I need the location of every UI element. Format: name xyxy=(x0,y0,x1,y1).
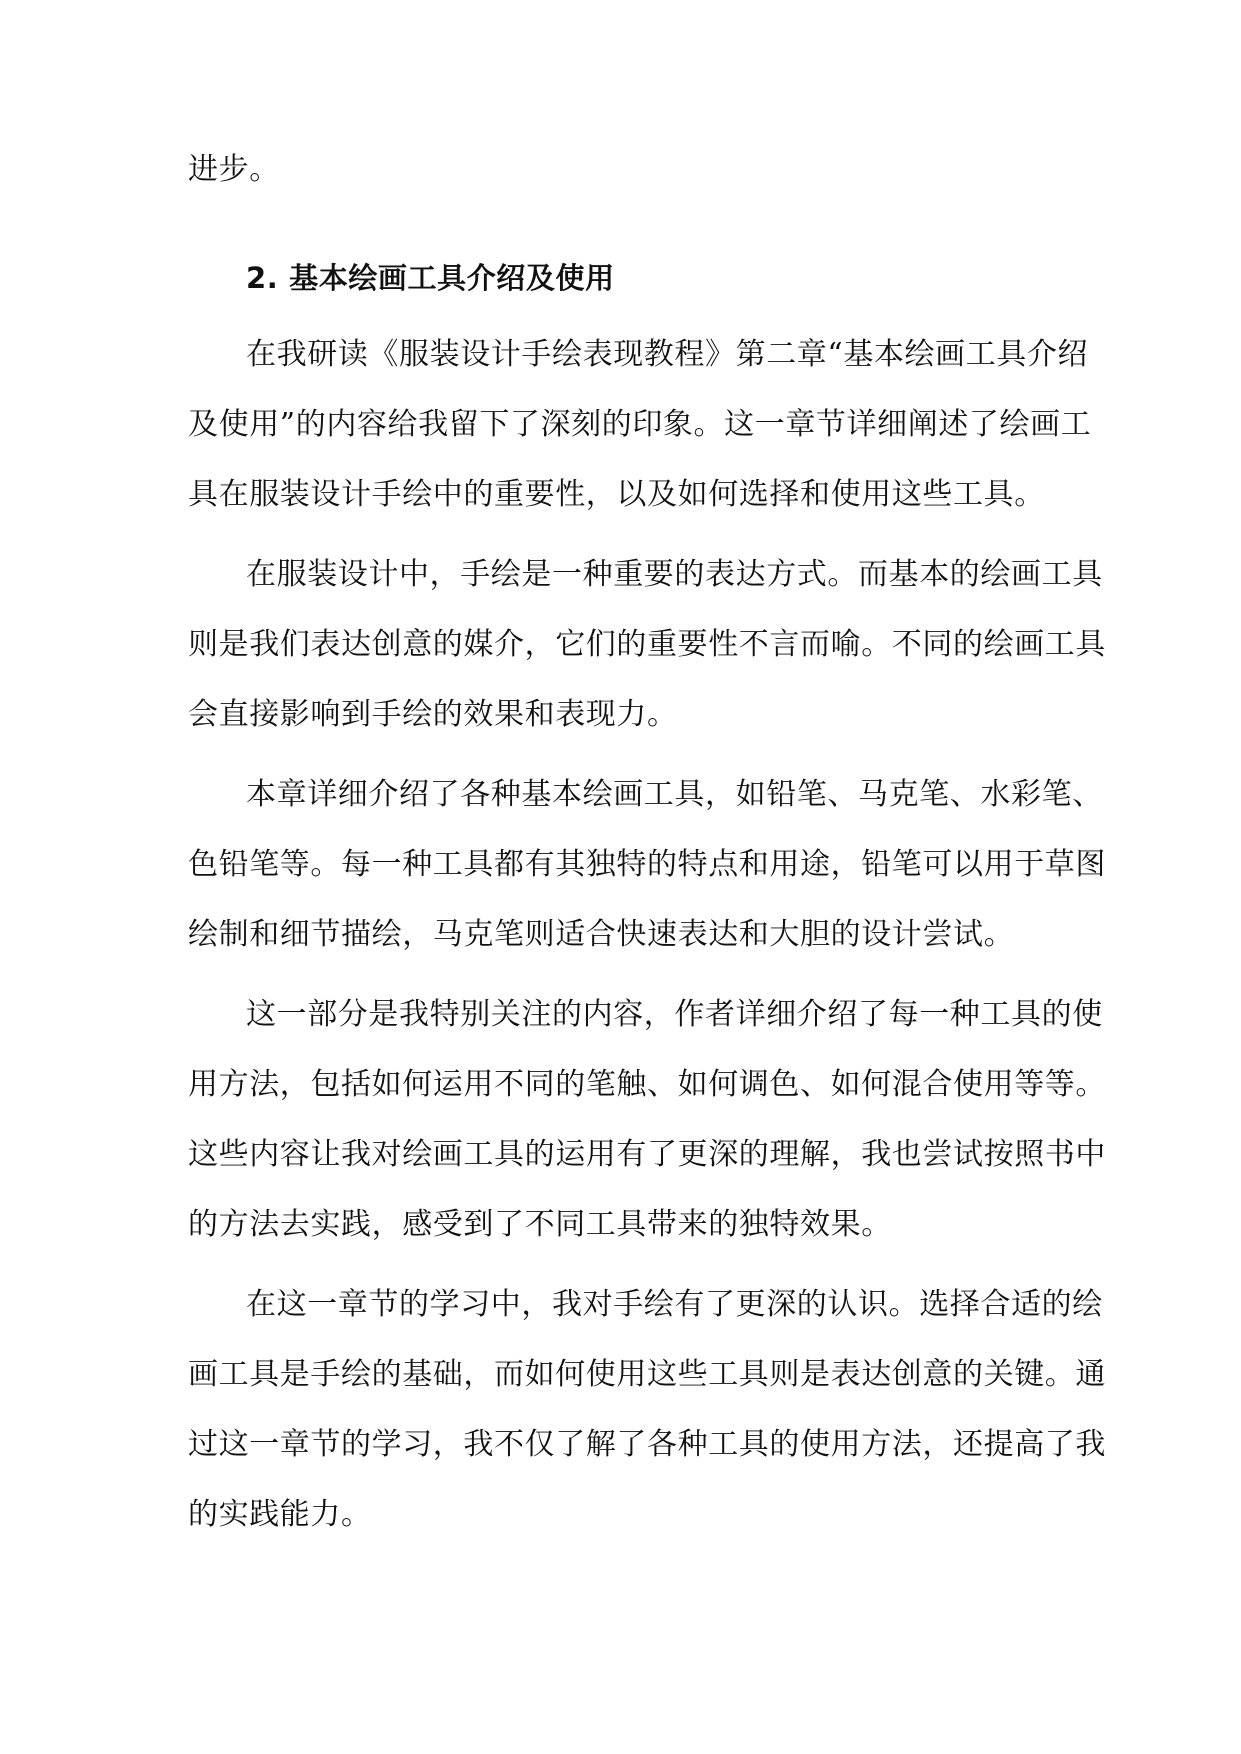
paragraph-line: 具在服装设计手绘中的重要性，以及如何选择和使用这些工具。 xyxy=(188,477,1045,512)
paragraph-line: 的方法去实践，感受到了不同工具带来的独特效果。 xyxy=(188,1207,892,1242)
paragraph-line: 这些内容让我对绘画工具的运用有了更深的理解，我也尝试按照书中 xyxy=(188,1137,1106,1172)
paragraph-line: 会直接影响到手绘的效果和表现力。 xyxy=(188,697,678,732)
paragraph-line: 这一部分是我特别关注的内容，作者详细介绍了每一种工具的使 xyxy=(246,997,1103,1032)
paragraph-line: 用方法，包括如何运用不同的笔触、如何调色、如何混合使用等等。 xyxy=(188,1067,1106,1102)
paragraph-line: 在这一章节的学习中，我对手绘有了更深的认识。选择合适的绘 xyxy=(246,1287,1103,1322)
paragraph-line: 过这一章节的学习，我不仅了解了各种工具的使用方法，还提高了我 xyxy=(188,1427,1106,1462)
paragraph-line: 画工具是手绘的基础，而如何使用这些工具则是表达创意的关键。通 xyxy=(188,1357,1106,1392)
paragraph-line: 在我研读《服装设计手绘表现教程》第二章“基本绘画工具介绍 xyxy=(246,337,1089,372)
section-heading: 2. 基本绘画工具介绍及使用 xyxy=(246,261,615,295)
paragraph-line: 则是我们表达创意的媒介，它们的重要性不言而喻。不同的绘画工具 xyxy=(188,627,1106,662)
paragraph-line: 本章详细介绍了各种基本绘画工具，如铅笔、马克笔、水彩笔、 xyxy=(246,777,1103,812)
continuation-text: 进步。 xyxy=(188,152,280,187)
paragraph-line: 绘制和细节描绘，马克笔则适合快速表达和大胆的设计尝试。 xyxy=(188,917,1015,952)
paragraph-line: 的实践能力。 xyxy=(188,1497,372,1532)
paragraph-line: 及使用”的内容给我留下了深刻的印象。这一章节详细阐述了绘画工 xyxy=(188,407,1092,442)
paragraph-line: 在服装设计中，手绘是一种重要的表达方式。而基本的绘画工具 xyxy=(246,557,1103,592)
paragraph-line: 色铅笔等。每一种工具都有其独特的特点和用途，铅笔可以用于草图 xyxy=(188,847,1106,882)
